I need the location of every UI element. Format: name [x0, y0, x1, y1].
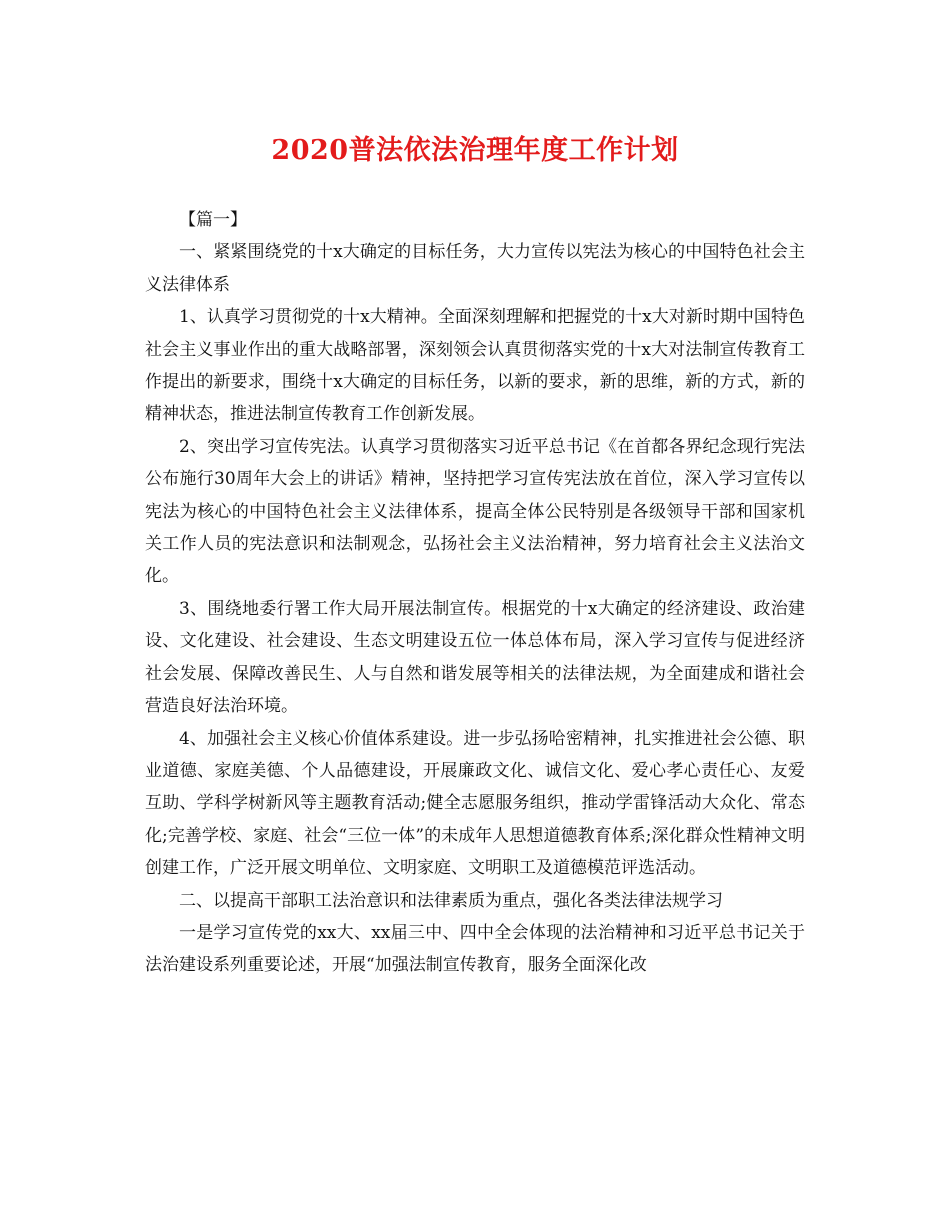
paragraph: 4、加强社会主义核心价值体系建设。进一步弘扬哈密精神，扎实推进社会公德、职业道德、家庭美德、个人品德建设，开展廉政文化、诚信文化、爱心孝心责任心、友爱互助、学科学树新风等主题教育活动;健全志愿服务组织，推动学雷锋活动大众化、常态化;完善学校、家庭、社会“三位一体”的未成年人思想道德教育体系;深化群众性精神文明创建工作，广泛开展文明单位、文明家庭、文明职工及道德模范评选活动。: [145, 728, 805, 879]
paragraph: 二、以提高干部职工法治意识和法律素质为重点，强化各类法律法规学习: [179, 890, 723, 911]
document-body: [145, 204, 805, 982]
paragraph: 1、认真学习贯彻党的十x大精神。全面深刻理解和把握党的十x大对新时期中国特色社会主义事业作出的重大战略部署，深刻领会认真贯彻落实党的十x大对法制宣传教育工作提出的新要求，围绕十x大确定的目标任务，以新的要求，新的思维，新的方式，新的精神状态，推进法制宣传教育工作创新发展。: [145, 307, 805, 425]
paragraph: 2、突出学习宣传宪法。认真学习贯彻落实习近平总书记《在首都各界纪念现行宪法公布施行30周年大会上的讲话》精神，坚持把学习宣传宪法放在首位，深入学习宣传以宪法为核心的中国特色社会主义法律体系，提高全体公民特别是各级领导干部和国家机关工作人员的宪法意识和法制观念，弘扬社会主义法治精神，努力培育社会主义法治文化。: [145, 436, 805, 587]
paragraph: 一是学习宣传党的xx大、xx届三中、四中全会体现的法治精神和习近平总书记关于法治建设系列重要论述，开展“加强法制宣传教育，服务全面深化改: [145, 922, 805, 976]
document-title: 2020普法依法治理年度工作计划: [271, 135, 679, 166]
paragraph: 3、围绕地委行署工作大局开展法制宣传。根据党的十x大确定的经济建设、政治建设、文化建设、社会建设、生态文明建设五位一体总体布局，深入学习宣传与促进经济社会发展、保障改善民生、人与自然和谐发展等相关的法律法规，为全面建成和谐社会营造良好法治环境。: [145, 598, 805, 717]
section-heading: 【篇一】: [179, 210, 247, 230]
paragraph: 一、紧紧围绕党的十x大确定的目标任务，大力宣传以宪法为核心的中国特色社会主义法律体系: [145, 242, 805, 295]
